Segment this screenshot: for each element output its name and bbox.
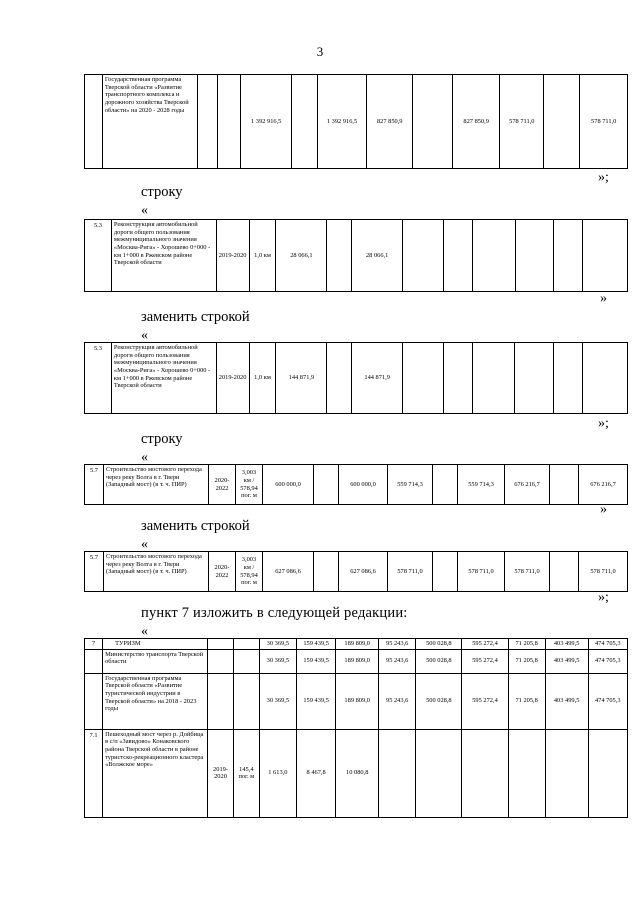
- cell-value: 578 711,0: [579, 552, 628, 592]
- cell-value: 71 205,8: [508, 649, 545, 673]
- cell-value: 676 216,7: [505, 465, 550, 505]
- program-name: Государственная программа Тверской области «Развитие транспортного комплекса и дорожного хозяйства Тверской области» на 2020 - 2028 годы: [102, 75, 197, 169]
- cell-value: 10 080,8: [336, 729, 379, 817]
- cell-value: 30 369,5: [259, 639, 296, 650]
- cell-value: 827 850,9: [367, 75, 413, 169]
- row-measure: 145,4 пог. м: [233, 729, 259, 817]
- cell-value: 95 243,6: [379, 649, 416, 673]
- cell-value: 1 392 916,5: [240, 75, 292, 169]
- page-number: 3: [316, 44, 324, 59]
- cell-value: 30 369,5: [259, 649, 296, 673]
- row-measure: 3,003 км / 578,94 пог. м: [236, 552, 263, 592]
- cell-value: 595 272,4: [462, 673, 508, 729]
- row-years: 2019-2020: [208, 729, 234, 817]
- cell-value: 403 499,5: [545, 649, 588, 673]
- row-5-3-old-table: [84, 219, 628, 292]
- row-name: Реконструкция автомобильной дороги общего пользования межмуниципального значения «Москва-Рига» - Хорошево 0+000 - км 1+000 в Ржевском районе Тверской области: [111, 220, 216, 292]
- section-heading: пункт 7 изложить в следующей редакции:: [141, 605, 408, 621]
- row-5-3-new-table: [84, 342, 628, 414]
- cell-value: 474 705,3: [588, 639, 627, 650]
- opening-quote: «: [141, 624, 148, 639]
- row-years: 2019-2020: [216, 220, 249, 292]
- row-name: Строительство мостового перехода через реку Волга в г. Твери (Западный мост) (в т. ч. ПИР): [104, 552, 209, 592]
- cell-value: 95 243,6: [379, 673, 416, 729]
- closing-quote: »: [600, 291, 607, 306]
- label-zamenit: заменить строкой: [141, 518, 250, 534]
- cell-value: 500 028,8: [416, 639, 462, 650]
- cell-value: 559 714,3: [388, 465, 433, 505]
- tourism-table: [84, 638, 628, 818]
- cell-value: 578 711,0: [388, 552, 433, 592]
- label-stroku: строку: [141, 431, 183, 447]
- cell-value: 403 499,5: [545, 673, 588, 729]
- row-years: 2020-2022: [209, 465, 236, 505]
- cell-value: 595 272,4: [462, 639, 508, 650]
- cell-value: 595 272,4: [462, 649, 508, 673]
- cell-value: 559 714,3: [458, 465, 505, 505]
- cell-value: 600 000,0: [263, 465, 314, 505]
- row-number: 5.7: [85, 465, 104, 505]
- label-zamenit: заменить строкой: [141, 309, 250, 325]
- row-name: Строительство мостового перехода через реку Волга в г. Твери (Западный мост) (в т. ч. ПИР): [104, 465, 209, 505]
- cell-value: 1 392 916,5: [317, 75, 367, 169]
- cell-value: 159 439,5: [296, 673, 335, 729]
- cell-value: 827 850,9: [452, 75, 499, 169]
- cell-value: 159 439,5: [296, 649, 335, 673]
- cell-value: 578 711,0: [580, 75, 628, 169]
- cell-value: 578 711,0: [458, 552, 505, 592]
- row-years: 2020-2022: [209, 552, 236, 592]
- label-stroku: строку: [141, 184, 183, 200]
- closing-quote: »;: [598, 170, 609, 185]
- table-row: [85, 639, 628, 650]
- row-name: Реконструкция автомобильной дороги общего пользования межмуниципального значения «Москва-Рига» - Хорошево 0+000 - км 1+000 в Ржевском районе Тверской области: [111, 343, 216, 414]
- row-measure: 3,003 км / 578,94 пог. м: [236, 465, 263, 505]
- cell-value: 578 711,0: [500, 75, 544, 169]
- cell-value: 189 809,0: [336, 649, 379, 673]
- cell-value: 1 613,0: [259, 729, 296, 817]
- cell-value: 144 871,9: [352, 343, 403, 414]
- cell-value: 71 205,8: [508, 673, 545, 729]
- cell-value: 144 871,9: [276, 343, 327, 414]
- row-name: Государственная программа Тверской области «Развитие туристической индустрии в Тверской области» на 2018 - 2023 годы: [103, 673, 208, 729]
- gov-program-table: [84, 74, 628, 169]
- row-measure: 1,0 км: [249, 343, 276, 414]
- row-5-7-new-table: [84, 551, 628, 592]
- cell-value: 28 066,1: [276, 220, 327, 292]
- closing-quote: »;: [598, 416, 609, 431]
- closing-quote: »;: [598, 590, 609, 605]
- cell-value: 627 086,6: [339, 552, 388, 592]
- cell-value: 627 086,6: [263, 552, 314, 592]
- opening-quote: «: [141, 328, 148, 343]
- cell-value: 189 809,0: [336, 639, 379, 650]
- row-years: 2019-2020: [216, 343, 249, 414]
- cell-value: 403 499,5: [545, 639, 588, 650]
- table-row: [85, 729, 628, 817]
- row-number: 5.3: [85, 220, 112, 292]
- cell-value: 578 711,0: [505, 552, 550, 592]
- row-number: 7: [85, 639, 103, 650]
- cell-value: 30 369,5: [259, 673, 296, 729]
- cell-value: 500 028,8: [416, 649, 462, 673]
- row-name: Министерство транспорта Тверской области: [103, 649, 208, 673]
- cell-value: 189 809,0: [336, 673, 379, 729]
- opening-quote: «: [141, 203, 148, 218]
- cell-value: 95 243,6: [379, 639, 416, 650]
- closing-quote: »: [600, 502, 607, 517]
- row-number: 7.1: [85, 729, 103, 817]
- row-name: Пешеходный мост через р. Дойбица в с/п «Завидово» Конаковского района Тверской области в районе туристско-рекреационного кластера «Волжское море»: [103, 729, 208, 817]
- cell-value: 71 205,8: [508, 639, 545, 650]
- table-row: [85, 649, 628, 673]
- row-5-7-old-table: [84, 464, 628, 505]
- cell-value: 500 028,8: [416, 673, 462, 729]
- cell-value: 474 705,3: [588, 649, 627, 673]
- cell-value: 8 467,8: [296, 729, 335, 817]
- cell-value: 676 216,7: [579, 465, 628, 505]
- opening-quote: «: [141, 537, 148, 552]
- row-measure: 1,0 км: [249, 220, 276, 292]
- cell-value: 474 705,3: [588, 673, 627, 729]
- cell-value: 28 066,1: [352, 220, 403, 292]
- section-title: ТУРИЗМ: [103, 639, 208, 650]
- row-number: 5.7: [85, 552, 104, 592]
- cell-value: 159 439,5: [296, 639, 335, 650]
- table-row: [85, 673, 628, 729]
- row-number: 5.3: [85, 343, 112, 414]
- opening-quote: «: [141, 450, 148, 465]
- cell-value: 600 000,0: [339, 465, 388, 505]
